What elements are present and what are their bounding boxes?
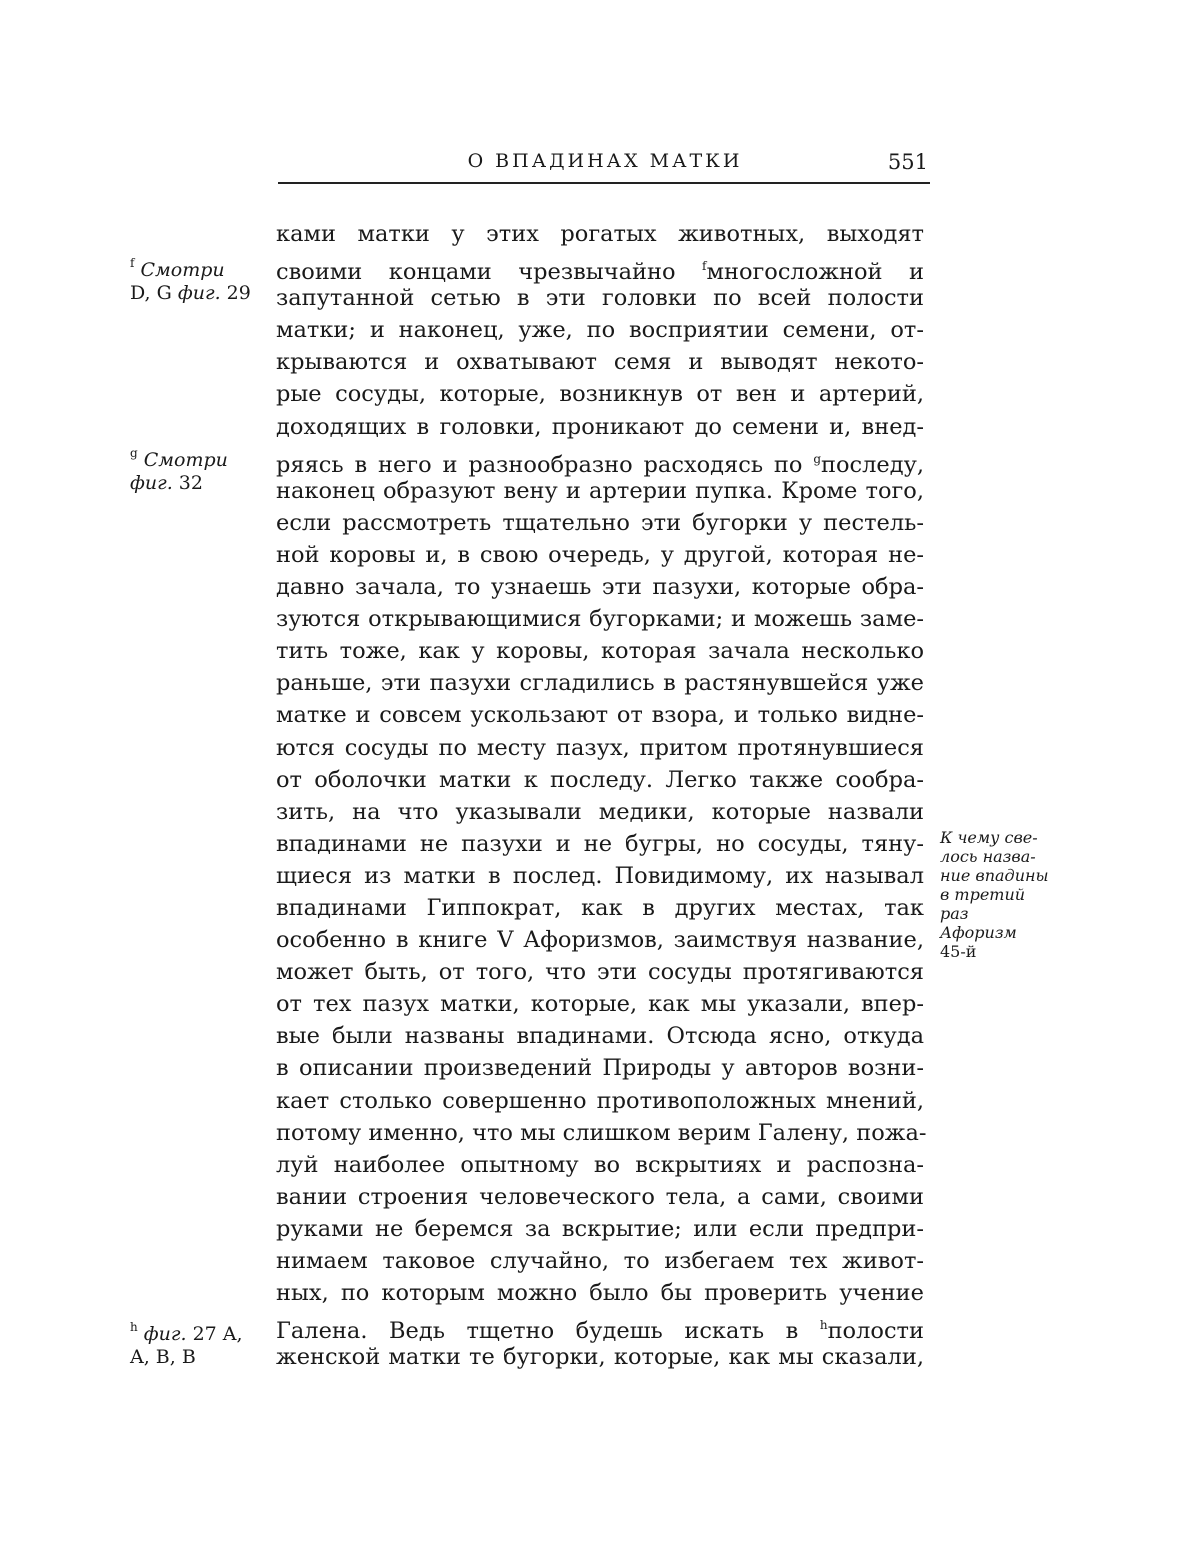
margin-note-right	[940, 828, 1080, 961]
margin-note-g-line1: Смотри	[143, 449, 228, 471]
text-line: от оболочки матки к последу. Легко также сообра-	[276, 766, 924, 793]
text-line: раньше, эти пазухи сгладились в растянувшейся уже	[276, 670, 924, 697]
margin-note-g	[130, 442, 270, 495]
margin-note-right-line: ние впадины	[940, 866, 1049, 885]
text-line: зить, на что указывали медики, которые назвали	[276, 798, 924, 825]
text-line: тить тоже, как у коровы, которая зачала несколько	[276, 638, 924, 665]
margin-note-right-line: Афоризм	[940, 923, 1017, 942]
text-line: впадинами Гиппократ, как в других местах, так	[276, 894, 924, 921]
margin-note-right-line: в третий	[940, 885, 1026, 904]
text-line: матке и совсем ускользают от взора, и только видне-	[276, 702, 924, 729]
text-line-end: многосложной и	[706, 259, 924, 286]
text-line: зуются открывающимися бугорками; и можешь заме-	[276, 606, 924, 633]
footnote-ref-g: g	[813, 451, 821, 466]
running-head-title: О ВПАДИНАХ МАТКИ	[467, 150, 743, 172]
text-line-start: ряясь в него и разнообразно расходясь по	[276, 451, 814, 478]
text-line: щиеся из матки в послед. Повидимому, их называл	[276, 862, 924, 889]
text-line: ками матки у этих рогатых животных, выходят	[276, 221, 924, 247]
margin-note-right-line: К чему све-	[940, 828, 1038, 847]
margin-note-f	[130, 252, 270, 305]
margin-note-f-fig: фиг.	[177, 282, 221, 304]
text-line: ной коровы и, в свою очередь, у другой, которая не-	[276, 541, 924, 568]
margin-note-f-prefix: D, G	[130, 282, 172, 304]
margin-note-g-num: 32	[178, 472, 203, 494]
body-text	[276, 218, 927, 1373]
text-line: ются сосуды по месту пазух, притом протянувшиеся	[276, 734, 924, 761]
footnote-mark-h: h	[130, 1320, 138, 1334]
text-line: крываются и охватывают семя и выводят некото-	[276, 349, 924, 376]
margin-note-h	[130, 1316, 270, 1369]
text-line: впадинами не пазухи и не бугры, но сосуды, тяну-	[276, 830, 924, 857]
margin-note-right-line: раз	[940, 904, 969, 923]
text-line: наконец образуют вену и артерии пупка. Кроме того,	[276, 477, 924, 504]
text-line-end: полости	[827, 1318, 924, 1345]
text-line-end: последу,	[821, 451, 924, 478]
text-line: матки; и наконец, уже, по восприятии семени, от-	[276, 317, 924, 344]
text-line-start: Галена. Ведь тщетно будешь искать в	[276, 1318, 820, 1345]
footnote-mark-f: f	[130, 256, 135, 270]
margin-note-h-line2: A, B, B	[130, 1346, 196, 1368]
text-line: женской матки те бугорки, которые, как мы сказали,	[276, 1344, 924, 1371]
footnote-ref-h: h	[819, 1318, 828, 1333]
text-line: луй наиболее опытному во вскрытиях и распозна-	[276, 1151, 924, 1178]
footnote-mark-g: g	[130, 446, 138, 460]
text-line: в описании произведений Природы у авторов возни-	[276, 1055, 924, 1082]
margin-note-h-num: 27 A,	[192, 1323, 243, 1345]
margin-note-f-line1: Смотри	[140, 259, 225, 281]
text-line: особенно в книге V Афоризмов, заимствуя название,	[276, 927, 924, 954]
text-line: ных, по которым можно было бы проверить учение	[276, 1280, 924, 1307]
page-number: 551	[887, 150, 928, 174]
text-line: руками не беремся за вскрытие; или если предпри-	[276, 1215, 924, 1242]
text-line: давно зачала, то узнаешь эти пазухи, которые обра-	[276, 574, 924, 601]
text-line: потому именно, что мы слишком верим Галену, пожа-	[276, 1119, 927, 1146]
text-line: от тех пазух матки, которые, как мы указали, впер-	[276, 991, 924, 1018]
text-line: вании строения человеческого тела, а сами, своими	[276, 1183, 924, 1210]
margin-note-right-line: 45-й	[940, 942, 977, 961]
text-line: если рассмотреть тщательно эти бугорки у пестель-	[276, 509, 924, 536]
margin-note-h-fig: фиг.	[143, 1323, 187, 1345]
text-line	[276, 250, 924, 286]
text-line: доходящих в головки, проникают до семени и, внед-	[276, 413, 924, 440]
margin-note-g-fig: фиг.	[130, 472, 173, 494]
footnote-ref-f: f	[702, 259, 707, 274]
margin-note-right-line: лось назва-	[940, 847, 1036, 866]
text-line: запутанной сетью в эти головки по всей полости	[276, 285, 924, 312]
text-line: вые были названы впадинами. Отсюда ясно, откуда	[276, 1023, 924, 1050]
text-line: рые сосуды, которые, возникнув от вен и артерий,	[276, 381, 924, 408]
margin-note-f-num: 29	[226, 282, 251, 304]
text-line: кает столько совершенно противоположных мнений,	[276, 1087, 924, 1114]
text-line: может быть, от того, что эти сосуды протягиваются	[276, 959, 924, 986]
header-rule	[278, 182, 930, 184]
text-line	[276, 443, 924, 478]
text-line: нимаем таковое случайно, то избегаем тех живот-	[276, 1248, 924, 1274]
text-line-start: своими концами чрезвычайно	[276, 259, 702, 286]
text-line	[276, 1309, 924, 1345]
